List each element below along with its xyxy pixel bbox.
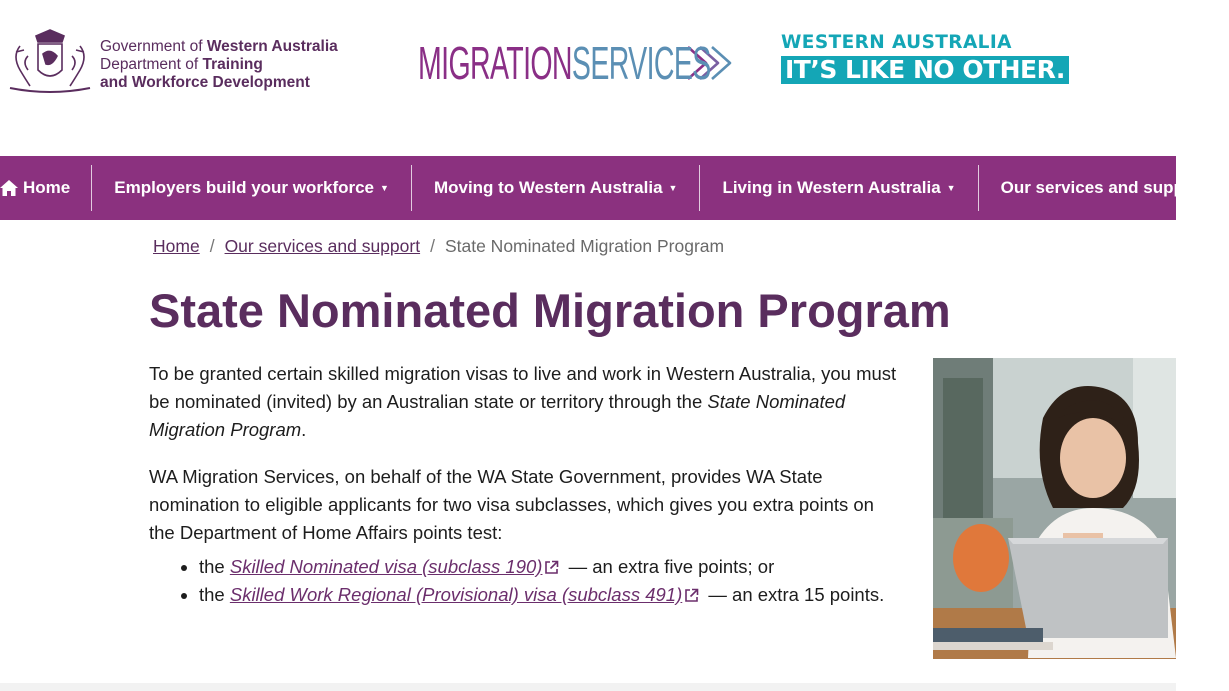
nav-item-living[interactable] (700, 165, 978, 211)
ms-logo-part1: MIGRATION (418, 37, 572, 89)
breadcrumb-separator: / (209, 236, 215, 256)
ms-logo-part2: SERVICES (571, 37, 711, 89)
external-link-icon (544, 560, 559, 575)
gov-line1-bold: Western Australia (206, 38, 338, 55)
gov-line2-bold: Training (202, 56, 263, 73)
caret-down-icon: ▼ (380, 183, 389, 193)
nav-item-moving[interactable] (412, 165, 701, 211)
breadcrumb-services-link[interactable]: Our services and support (224, 236, 421, 256)
breadcrumb-current: State Nominated Migration Program (444, 236, 725, 256)
list-item (199, 581, 899, 609)
nav-label-services: Our services and support (1000, 178, 1207, 197)
nav-item-home[interactable] (0, 165, 92, 211)
breadcrumb (153, 235, 724, 257)
breadcrumb-separator: / (430, 236, 435, 256)
intro-program-name: State Nominated Migration Program (149, 391, 846, 440)
breadcrumb-home-link[interactable]: Home (153, 236, 200, 256)
gov-line2-prefix: Department of (100, 56, 203, 73)
nav-label-home: Home (23, 178, 71, 197)
visa-491-link[interactable]: Skilled Work Regional (Provisional) visa (subclass 491) (229, 584, 683, 605)
government-logo[interactable] (6, 26, 338, 96)
nav-label-living: Living in Western Australia (722, 178, 941, 197)
hero-photo (933, 358, 1176, 659)
intro-end: . (301, 419, 307, 440)
nav-label-employers: Employers build your workforce (114, 178, 375, 197)
migration-services-logo[interactable] (418, 37, 742, 89)
home-icon (0, 180, 18, 196)
caret-down-icon: ▼ (668, 183, 678, 193)
list-item-suffix: — an extra five points; or (563, 556, 775, 577)
main-content (149, 360, 899, 609)
list-item-suffix: — an extra 15 points. (703, 584, 885, 605)
site-header (0, 0, 1176, 156)
wa-brand-logo[interactable] (781, 32, 1069, 84)
external-link-icon (684, 588, 699, 603)
visa-list (199, 553, 899, 609)
nav-item-employers[interactable] (92, 165, 412, 211)
visa-190-link[interactable]: Skilled Nominated visa (subclass 190) (229, 556, 543, 577)
list-item-prefix: the (199, 556, 230, 577)
main-nav (0, 156, 1207, 220)
list-item (199, 553, 899, 581)
nav-label-moving: Moving to Western Australia (433, 178, 663, 197)
gov-line3: and Workforce Development (100, 74, 310, 91)
wa-brand-line2: IT’S LIKE NO OTHER. (781, 56, 1069, 84)
gov-line1-prefix: Government of (100, 38, 207, 55)
list-item-prefix: the (199, 584, 230, 605)
intro-paragraph (149, 360, 899, 444)
footer-band (0, 683, 1176, 691)
coat-of-arms-icon (6, 26, 94, 96)
page-title: State Nominated Migration Program (149, 284, 951, 337)
caret-down-icon: ▼ (946, 183, 956, 193)
woman-with-laptop-image (933, 358, 1176, 659)
nav-item-services[interactable] (979, 165, 1229, 211)
intro-text: To be granted certain skilled migration visas to live and work in Western Australia, you must be nominated (invited) by an Australian state or territory through the (149, 363, 897, 412)
wa-brand-line1: WESTERN AUSTRALIA (781, 32, 1012, 53)
nomination-paragraph: WA Migration Services, on behalf of the WA State Government, provides WA State nomination to eligible applicants for two visa subclasses, which gives you extra points on the Department of Home Affairs points test: (149, 466, 874, 543)
